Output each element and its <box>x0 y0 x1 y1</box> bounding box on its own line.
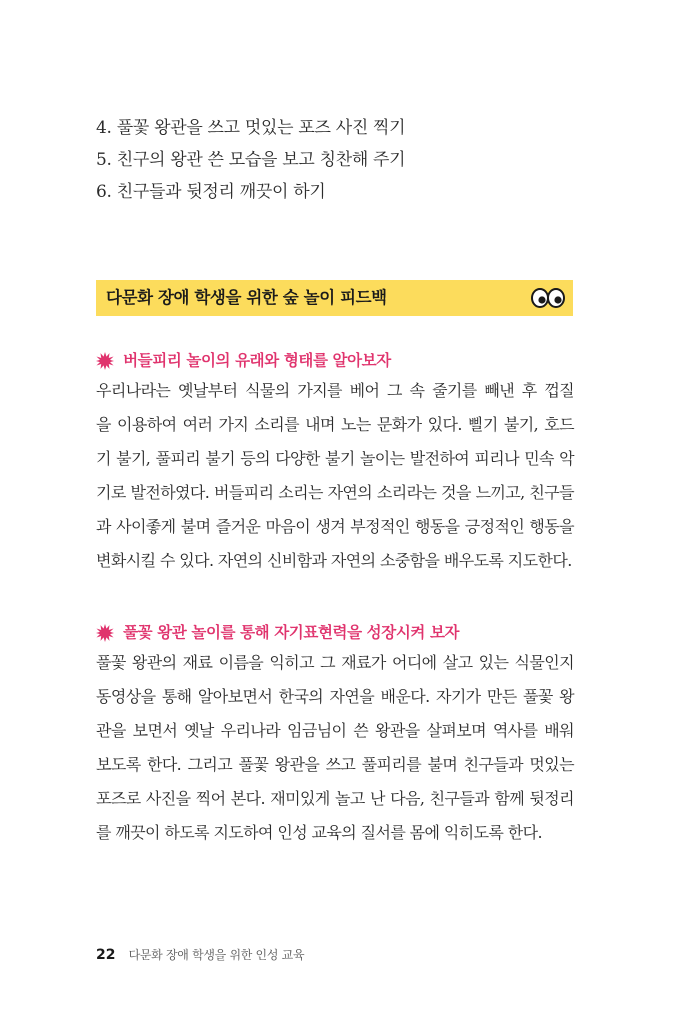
banner-title: 다문화 장애 학생을 위한 숲 놀이 피드백 <box>106 288 387 307</box>
body-line: 보도록 한다. 그리고 풀꽃 왕관을 쓰고 풀피리를 불며 친구들과 멋있는 <box>96 755 574 774</box>
page-footer <box>96 944 304 963</box>
section-heading <box>96 618 574 646</box>
section-willow-whistle <box>96 346 574 578</box>
section-title: 버들피리 놀이의 유래와 형태를 알아보자 <box>123 350 391 370</box>
body-line: 기로 발전하였다. 버들피리 소리는 자연의 소리라는 것을 느끼고, 친구들 <box>96 483 574 502</box>
section-title: 풀꽃 왕관 놀이를 통해 자기표현력을 성장시켜 보자 <box>123 622 460 642</box>
body-line: 동영상을 통해 알아보면서 한국의 자연을 배운다. 자기가 만든 풀꽃 왕 <box>96 687 574 706</box>
body-line: 를 깨끗이 하도록 지도하여 인성 교육의 질서를 몸에 익히도록 한다. <box>96 823 542 842</box>
starburst-icon <box>96 352 114 370</box>
eyes-icon <box>531 288 565 308</box>
step-list <box>96 112 596 208</box>
body-line: 을 이용하여 여러 가지 소리를 내며 노는 문화가 있다. 삘기 불기, 호드 <box>96 415 574 434</box>
section-heading <box>96 346 574 374</box>
body-line: 풀꽃 왕관의 재료 이름을 익히고 그 재료가 어디에 살고 있는 식물인지 <box>96 653 574 672</box>
body-line: 변화시킬 수 있다. 자연의 신비함과 자연의 소중함을 배우도록 지도한다. <box>96 551 572 570</box>
running-title: 다문화 장애 학생을 위한 인성 교육 <box>128 948 305 962</box>
feedback-banner <box>96 280 573 316</box>
step-item-6: 6. 친구들과 뒷정리 깨끗이 하기 <box>96 182 326 202</box>
body-line: 우리나라는 옛날부터 식물의 가지를 베어 그 속 줄기를 빼낸 후 껍질 <box>96 381 574 400</box>
page-number: 22 <box>96 947 116 963</box>
body-line: 관을 보면서 옛날 우리나라 임금님이 쓴 왕관을 살펴보며 역사를 배워 <box>96 721 574 740</box>
body-line: 과 사이좋게 불며 즐거운 마음이 생겨 부정적인 행동을 긍정적인 행동을 <box>96 517 574 536</box>
section-flower-crown <box>96 618 574 850</box>
starburst-icon <box>96 624 114 642</box>
body-line: 포즈로 사진을 찍어 본다. 재미있게 놀고 난 다음, 친구들과 함께 뒷정리 <box>96 789 574 808</box>
body-line: 기 불기, 풀피리 불기 등의 다양한 불기 놀이는 발전하여 피리나 민속 악 <box>96 449 574 468</box>
step-item-5: 5. 친구의 왕관 쓴 모습을 보고 칭찬해 주기 <box>96 150 406 170</box>
step-item-4: 4. 풀꽃 왕관을 쓰고 멋있는 포즈 사진 찍기 <box>96 118 406 138</box>
